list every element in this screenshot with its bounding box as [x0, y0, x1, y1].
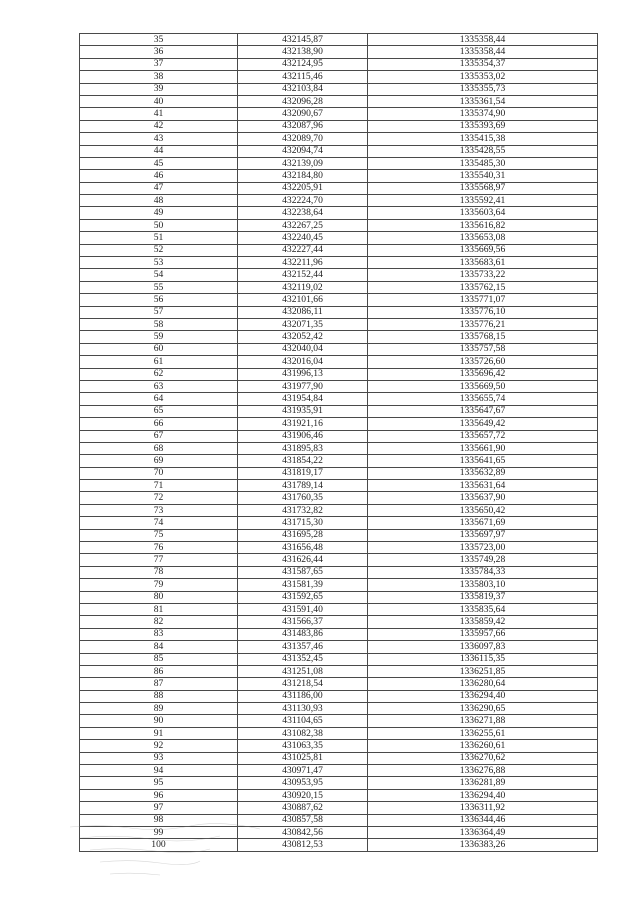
y-coordinate-cell: 1335661,90	[368, 442, 598, 454]
y-coordinate-cell: 1335657,72	[368, 430, 598, 442]
y-coordinate-cell: 1335393,69	[368, 120, 598, 132]
y-coordinate-cell: 1335669,50	[368, 380, 598, 392]
point-number-cell: 62	[80, 368, 238, 380]
point-number-cell: 94	[80, 765, 238, 777]
x-coordinate-cell: 431130,93	[238, 703, 368, 715]
y-coordinate-cell: 1335415,38	[368, 133, 598, 145]
x-coordinate-cell: 431104,65	[238, 715, 368, 727]
point-number-cell: 36	[80, 46, 238, 58]
table-row	[80, 157, 598, 169]
y-coordinate-cell: 1336383,26	[368, 839, 598, 851]
point-number-cell: 42	[80, 120, 238, 132]
y-coordinate-cell: 1335631,64	[368, 480, 598, 492]
x-coordinate-cell: 431906,46	[238, 430, 368, 442]
table-row	[80, 294, 598, 306]
point-number-cell: 50	[80, 219, 238, 231]
x-coordinate-cell: 432184,80	[238, 170, 368, 182]
x-coordinate-cell: 432090,67	[238, 108, 368, 120]
y-coordinate-cell: 1336344,46	[368, 814, 598, 826]
y-coordinate-cell: 1336280,64	[368, 678, 598, 690]
point-number-cell: 57	[80, 306, 238, 318]
table-row	[80, 430, 598, 442]
y-coordinate-cell: 1335671,69	[368, 517, 598, 529]
table-row	[80, 393, 598, 405]
x-coordinate-cell: 431218,54	[238, 678, 368, 690]
x-coordinate-cell: 432115,46	[238, 71, 368, 83]
x-coordinate-cell: 432138,90	[238, 46, 368, 58]
y-coordinate-cell: 1336270,62	[368, 752, 598, 764]
x-coordinate-cell: 430842,56	[238, 827, 368, 839]
x-coordinate-cell: 431581,39	[238, 579, 368, 591]
point-number-cell: 39	[80, 83, 238, 95]
table-row	[80, 318, 598, 330]
x-coordinate-cell: 431996,13	[238, 368, 368, 380]
point-number-cell: 79	[80, 579, 238, 591]
table-row	[80, 603, 598, 615]
y-coordinate-cell: 1335697,97	[368, 529, 598, 541]
x-coordinate-cell: 432119,02	[238, 281, 368, 293]
y-coordinate-cell: 1335649,42	[368, 418, 598, 430]
point-number-cell: 37	[80, 58, 238, 70]
table-row	[80, 802, 598, 814]
x-coordinate-cell: 432240,45	[238, 232, 368, 244]
point-number-cell: 65	[80, 405, 238, 417]
y-coordinate-cell: 1336281,89	[368, 777, 598, 789]
table-row	[80, 653, 598, 665]
table-row	[80, 418, 598, 430]
x-coordinate-cell: 432089,70	[238, 133, 368, 145]
point-number-cell: 85	[80, 653, 238, 665]
point-number-cell: 91	[80, 727, 238, 739]
table-row	[80, 542, 598, 554]
x-coordinate-cell: 430887,62	[238, 802, 368, 814]
y-coordinate-cell: 1335757,58	[368, 343, 598, 355]
y-coordinate-cell: 1335358,44	[368, 46, 598, 58]
table-row	[80, 46, 598, 58]
x-coordinate-cell: 431251,08	[238, 665, 368, 677]
table-row	[80, 492, 598, 504]
point-number-cell: 98	[80, 814, 238, 826]
table-row	[80, 281, 598, 293]
table-row	[80, 145, 598, 157]
point-number-cell: 35	[80, 34, 238, 46]
table-row	[80, 591, 598, 603]
table-row	[80, 120, 598, 132]
point-number-cell: 52	[80, 244, 238, 256]
y-coordinate-cell: 1335696,42	[368, 368, 598, 380]
x-coordinate-cell: 432145,87	[238, 34, 368, 46]
x-coordinate-cell: 431357,46	[238, 641, 368, 653]
x-coordinate-cell: 431695,28	[238, 529, 368, 541]
x-coordinate-cell: 431715,30	[238, 517, 368, 529]
x-coordinate-cell: 432205,91	[238, 182, 368, 194]
x-coordinate-cell: 431977,90	[238, 380, 368, 392]
point-number-cell: 55	[80, 281, 238, 293]
x-coordinate-cell: 432040,04	[238, 343, 368, 355]
table-row	[80, 703, 598, 715]
point-number-cell: 49	[80, 207, 238, 219]
x-coordinate-cell: 432071,35	[238, 318, 368, 330]
table-row	[80, 269, 598, 281]
y-coordinate-cell: 1336311,92	[368, 802, 598, 814]
point-number-cell: 66	[80, 418, 238, 430]
point-number-cell: 45	[80, 157, 238, 169]
y-coordinate-cell: 1335771,07	[368, 294, 598, 306]
table-row	[80, 343, 598, 355]
point-number-cell: 89	[80, 703, 238, 715]
y-coordinate-cell: 1335776,21	[368, 318, 598, 330]
y-coordinate-cell: 1335723,00	[368, 542, 598, 554]
x-coordinate-cell: 431587,65	[238, 566, 368, 578]
point-number-cell: 90	[80, 715, 238, 727]
x-coordinate-cell: 431732,82	[238, 504, 368, 516]
table-row	[80, 839, 598, 851]
table-row	[80, 195, 598, 207]
point-number-cell: 41	[80, 108, 238, 120]
point-number-cell: 56	[80, 294, 238, 306]
x-coordinate-cell: 432087,96	[238, 120, 368, 132]
x-coordinate-cell: 430857,58	[238, 814, 368, 826]
point-number-cell: 51	[80, 232, 238, 244]
point-number-cell: 99	[80, 827, 238, 839]
point-number-cell: 95	[80, 777, 238, 789]
table-row	[80, 232, 598, 244]
table-row	[80, 566, 598, 578]
x-coordinate-cell: 431921,16	[238, 418, 368, 430]
point-number-cell: 77	[80, 554, 238, 566]
point-number-cell: 82	[80, 616, 238, 628]
y-coordinate-cell: 1335776,10	[368, 306, 598, 318]
table-row	[80, 554, 598, 566]
y-coordinate-cell: 1336294,40	[368, 789, 598, 801]
x-coordinate-cell: 431819,17	[238, 467, 368, 479]
point-number-cell: 69	[80, 455, 238, 467]
x-coordinate-cell: 432224,70	[238, 195, 368, 207]
point-number-cell: 61	[80, 356, 238, 368]
table-row	[80, 777, 598, 789]
point-number-cell: 38	[80, 71, 238, 83]
point-number-cell: 74	[80, 517, 238, 529]
x-coordinate-cell: 430812,53	[238, 839, 368, 851]
point-number-cell: 54	[80, 269, 238, 281]
point-number-cell: 63	[80, 380, 238, 392]
x-coordinate-cell: 430953,95	[238, 777, 368, 789]
y-coordinate-cell: 1335803,10	[368, 579, 598, 591]
table-row	[80, 529, 598, 541]
y-coordinate-cell: 1335632,89	[368, 467, 598, 479]
y-coordinate-cell: 1335647,67	[368, 405, 598, 417]
table-row	[80, 455, 598, 467]
point-number-cell: 70	[80, 467, 238, 479]
table-row	[80, 727, 598, 739]
x-coordinate-cell: 431626,44	[238, 554, 368, 566]
point-number-cell: 84	[80, 641, 238, 653]
point-number-cell: 47	[80, 182, 238, 194]
point-number-cell: 88	[80, 690, 238, 702]
x-coordinate-cell: 430920,15	[238, 789, 368, 801]
point-number-cell: 100	[80, 839, 238, 851]
x-coordinate-cell: 431954,84	[238, 393, 368, 405]
table-row	[80, 641, 598, 653]
point-number-cell: 43	[80, 133, 238, 145]
table-row	[80, 814, 598, 826]
table-row	[80, 480, 598, 492]
table-row	[80, 95, 598, 107]
x-coordinate-cell: 432016,04	[238, 356, 368, 368]
x-coordinate-cell: 432152,44	[238, 269, 368, 281]
y-coordinate-cell: 1336271,88	[368, 715, 598, 727]
table-row	[80, 665, 598, 677]
table-row	[80, 368, 598, 380]
y-coordinate-cell: 1336115,35	[368, 653, 598, 665]
point-number-cell: 83	[80, 628, 238, 640]
y-coordinate-cell: 1335361,54	[368, 95, 598, 107]
point-number-cell: 80	[80, 591, 238, 603]
x-coordinate-cell: 431483,86	[238, 628, 368, 640]
x-coordinate-cell: 430971,47	[238, 765, 368, 777]
y-coordinate-cell: 1335374,90	[368, 108, 598, 120]
point-number-cell: 46	[80, 170, 238, 182]
y-coordinate-cell: 1335749,28	[368, 554, 598, 566]
point-number-cell: 92	[80, 740, 238, 752]
y-coordinate-cell: 1335568,97	[368, 182, 598, 194]
table-row	[80, 740, 598, 752]
x-coordinate-cell: 431566,37	[238, 616, 368, 628]
y-coordinate-cell: 1335784,33	[368, 566, 598, 578]
table-row	[80, 442, 598, 454]
y-coordinate-cell: 1335653,08	[368, 232, 598, 244]
table-row	[80, 207, 598, 219]
point-number-cell: 87	[80, 678, 238, 690]
point-number-cell: 78	[80, 566, 238, 578]
table-row	[80, 331, 598, 343]
table-row	[80, 133, 598, 145]
table-row	[80, 83, 598, 95]
x-coordinate-cell: 432211,96	[238, 257, 368, 269]
x-coordinate-cell: 431854,22	[238, 455, 368, 467]
x-coordinate-cell: 431082,38	[238, 727, 368, 739]
table-row	[80, 517, 598, 529]
x-coordinate-cell: 432101,66	[238, 294, 368, 306]
y-coordinate-cell: 1335650,42	[368, 504, 598, 516]
x-coordinate-cell: 431935,91	[238, 405, 368, 417]
y-coordinate-cell: 1335762,15	[368, 281, 598, 293]
table-row	[80, 170, 598, 182]
y-coordinate-cell: 1336260,61	[368, 740, 598, 752]
x-coordinate-cell: 431352,45	[238, 653, 368, 665]
y-coordinate-cell: 1336290,65	[368, 703, 598, 715]
x-coordinate-cell: 431895,83	[238, 442, 368, 454]
y-coordinate-cell: 1336097,83	[368, 641, 598, 653]
x-coordinate-cell: 431592,65	[238, 591, 368, 603]
y-coordinate-cell: 1335641,65	[368, 455, 598, 467]
x-coordinate-cell: 432267,25	[238, 219, 368, 231]
point-number-cell: 53	[80, 257, 238, 269]
y-coordinate-cell: 1335485,30	[368, 157, 598, 169]
point-number-cell: 68	[80, 442, 238, 454]
point-number-cell: 59	[80, 331, 238, 343]
x-coordinate-cell: 431591,40	[238, 603, 368, 615]
x-coordinate-cell: 432052,42	[238, 331, 368, 343]
point-number-cell: 64	[80, 393, 238, 405]
y-coordinate-cell: 1335592,41	[368, 195, 598, 207]
point-number-cell: 93	[80, 752, 238, 764]
y-coordinate-cell: 1336364,49	[368, 827, 598, 839]
table-row	[80, 504, 598, 516]
table-row	[80, 71, 598, 83]
point-number-cell: 96	[80, 789, 238, 801]
point-number-cell: 44	[80, 145, 238, 157]
table-row	[80, 306, 598, 318]
point-number-cell: 67	[80, 430, 238, 442]
coordinates-table	[79, 33, 598, 852]
table-row	[80, 108, 598, 120]
table-row	[80, 752, 598, 764]
y-coordinate-cell: 1335603,64	[368, 207, 598, 219]
table-row	[80, 616, 598, 628]
point-number-cell: 97	[80, 802, 238, 814]
table-row	[80, 405, 598, 417]
point-number-cell: 48	[80, 195, 238, 207]
y-coordinate-cell: 1335859,42	[368, 616, 598, 628]
x-coordinate-cell: 432238,64	[238, 207, 368, 219]
table-row	[80, 219, 598, 231]
table-row	[80, 765, 598, 777]
x-coordinate-cell: 432103,84	[238, 83, 368, 95]
point-number-cell: 58	[80, 318, 238, 330]
x-coordinate-cell: 432094,74	[238, 145, 368, 157]
x-coordinate-cell: 431760,35	[238, 492, 368, 504]
table-row	[80, 467, 598, 479]
point-number-cell: 72	[80, 492, 238, 504]
table-row	[80, 257, 598, 269]
table-row	[80, 678, 598, 690]
y-coordinate-cell: 1335540,31	[368, 170, 598, 182]
y-coordinate-cell: 1336251,85	[368, 665, 598, 677]
y-coordinate-cell: 1335616,82	[368, 219, 598, 231]
x-coordinate-cell: 432124,95	[238, 58, 368, 70]
x-coordinate-cell: 432227,44	[238, 244, 368, 256]
point-number-cell: 75	[80, 529, 238, 541]
y-coordinate-cell: 1335655,74	[368, 393, 598, 405]
y-coordinate-cell: 1335957,66	[368, 628, 598, 640]
y-coordinate-cell: 1335353,02	[368, 71, 598, 83]
table-row	[80, 789, 598, 801]
y-coordinate-cell: 1335683,61	[368, 257, 598, 269]
table-row	[80, 244, 598, 256]
table-row	[80, 628, 598, 640]
point-number-cell: 40	[80, 95, 238, 107]
table-row	[80, 34, 598, 46]
y-coordinate-cell: 1335768,15	[368, 331, 598, 343]
y-coordinate-cell: 1335358,44	[368, 34, 598, 46]
point-number-cell: 81	[80, 603, 238, 615]
table-row	[80, 380, 598, 392]
x-coordinate-cell: 432139,09	[238, 157, 368, 169]
y-coordinate-cell: 1336294,40	[368, 690, 598, 702]
table-row	[80, 356, 598, 368]
y-coordinate-cell: 1335733,22	[368, 269, 598, 281]
y-coordinate-cell: 1335428,55	[368, 145, 598, 157]
x-coordinate-cell: 431656,48	[238, 542, 368, 554]
table-row	[80, 58, 598, 70]
point-number-cell: 86	[80, 665, 238, 677]
table-row	[80, 690, 598, 702]
y-coordinate-cell: 1335726,60	[368, 356, 598, 368]
y-coordinate-cell: 1335637,90	[368, 492, 598, 504]
x-coordinate-cell: 432096,28	[238, 95, 368, 107]
y-coordinate-cell: 1335819,37	[368, 591, 598, 603]
x-coordinate-cell: 431789,14	[238, 480, 368, 492]
y-coordinate-cell: 1335354,37	[368, 58, 598, 70]
y-coordinate-cell: 1335669,56	[368, 244, 598, 256]
x-coordinate-cell: 431186,00	[238, 690, 368, 702]
y-coordinate-cell: 1335355,73	[368, 83, 598, 95]
table-row	[80, 827, 598, 839]
coordinates-table-body	[80, 34, 598, 852]
point-number-cell: 73	[80, 504, 238, 516]
point-number-cell: 60	[80, 343, 238, 355]
y-coordinate-cell: 1336255,61	[368, 727, 598, 739]
x-coordinate-cell: 432086,11	[238, 306, 368, 318]
x-coordinate-cell: 431063,35	[238, 740, 368, 752]
table-row	[80, 715, 598, 727]
x-coordinate-cell: 431025,81	[238, 752, 368, 764]
table-row	[80, 579, 598, 591]
y-coordinate-cell: 1335835,64	[368, 603, 598, 615]
y-coordinate-cell: 1336276,88	[368, 765, 598, 777]
point-number-cell: 71	[80, 480, 238, 492]
table-row	[80, 182, 598, 194]
point-number-cell: 76	[80, 542, 238, 554]
